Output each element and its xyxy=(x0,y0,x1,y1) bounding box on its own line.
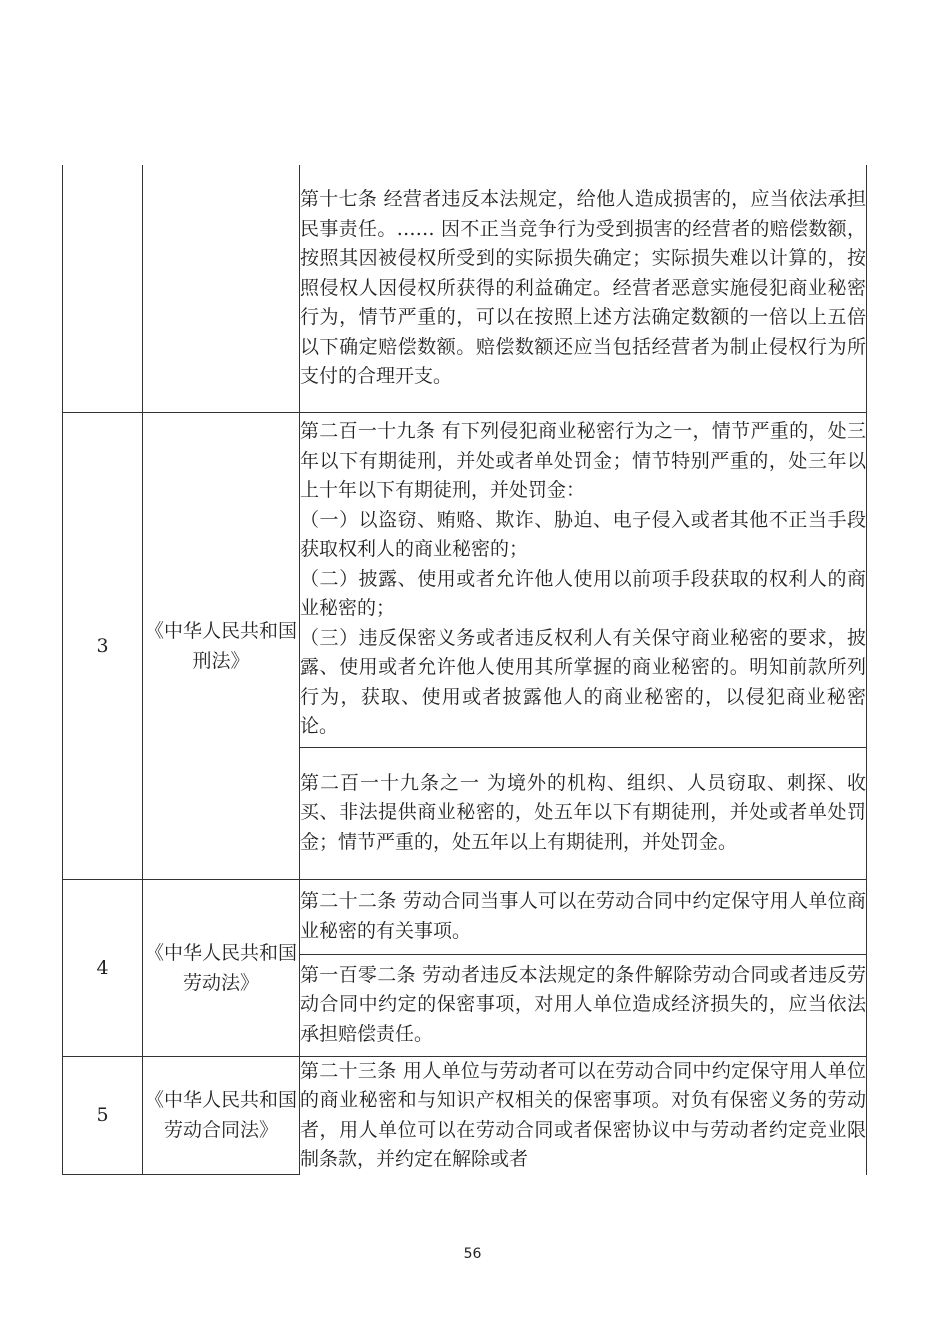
article-paragraph: （二）披露、使用或者允许他人使用以前项手段获取的权利人的商业秘密的； xyxy=(300,567,866,620)
article-paragraph: 第二十三条 用人单位与劳动者可以在劳动合同中约定保守用人单位的商业秘密和与知识产权相关的保密事项。对负有保密义务的劳动者，用人单位可以在劳动合同或者保密协议中与劳动者约定竞业限制条款，并约定在解除或者 xyxy=(300,1059,866,1170)
article-cell-22 xyxy=(300,879,867,954)
article-cell-23 xyxy=(300,1056,867,1175)
table-row-5 xyxy=(63,1056,867,1175)
article-paragraph: 第十七条 经营者违反本法规定，给他人造成损害的，应当依法承担民事责任。…… 因不正当竞争行为受到损害的经营者的赔偿数额，按照其因被侵权所受到的实际损失确定；实际损失难以计算的，按照侵权人因侵权所获得的利益确定。经营者恶意实施侵犯商业秘密行为，情节严重的，可以在按照上述方法确定数额的一倍以上五倍以下确定赔偿数额。赔偿数额还应当包括经营者为制止侵权行为所支付的合理开支。 xyxy=(300,188,866,387)
law-name-labor-contract-law: 《中华人民共和国劳动合同法》 xyxy=(143,1056,300,1175)
table-row-4 xyxy=(63,879,867,954)
table-row-3 xyxy=(63,412,867,747)
table-row-continued xyxy=(63,165,867,412)
article-paragraph: （一）以盗窃、贿赂、欺诈、胁迫、电子侵入或者其他不正当手段获取权利人的商业秘密的； xyxy=(300,508,866,561)
law-name-labor-law: 《中华人民共和国劳动法》 xyxy=(143,879,300,1056)
article-cell-219-1 xyxy=(300,747,867,879)
row-number-3: 3 xyxy=(63,412,143,879)
page-number: 56 xyxy=(463,1246,482,1262)
article-paragraph: （三）违反保密义务或者违反权利人有关保守商业秘密的要求，披露、使用或者允许他人使用其所掌握的商业秘密的。明知前款所列行为，获取、使用或者披露他人的商业秘密的，以侵犯商业秘密论。 xyxy=(300,626,866,738)
article-paragraph: 第二百一十九条 有下列侵犯商业秘密行为之一，情节严重的，处三年以下有期徒刑，并处或者单处罚金；情节特别严重的，处三年以上十年以下有期徒刑，并处罚金： xyxy=(300,420,866,502)
article-paragraph: 第一百零二条 劳动者违反本法规定的条件解除劳动合同或者违反劳动合同中约定的保密事项，对用人单位造成经济损失的，应当依法承担赔偿责任。 xyxy=(300,963,866,1045)
law-cell-empty xyxy=(143,165,300,412)
article-cell-219 xyxy=(300,412,867,747)
law-name-criminal-law: 《中华人民共和国刑法》 xyxy=(143,412,300,879)
article-cell-102 xyxy=(300,954,867,1056)
row-number-5: 5 xyxy=(63,1056,143,1175)
article-paragraph: 第二百一十九条之一 为境外的机构、组织、人员窃取、刺探、收买、非法提供商业秘密的，处五年以下有期徒刑，并处或者单处罚金；情节严重的，处五年以上有期徒刑，并处罚金。 xyxy=(300,771,866,853)
row-number-4: 4 xyxy=(63,879,143,1056)
law-table xyxy=(62,165,867,1175)
number-cell-empty xyxy=(63,165,143,412)
article-paragraph: 第二十二条 劳动合同当事人可以在劳动合同中约定保守用人单位商业秘密的有关事项。 xyxy=(300,890,866,942)
article-cell-17 xyxy=(300,165,867,412)
